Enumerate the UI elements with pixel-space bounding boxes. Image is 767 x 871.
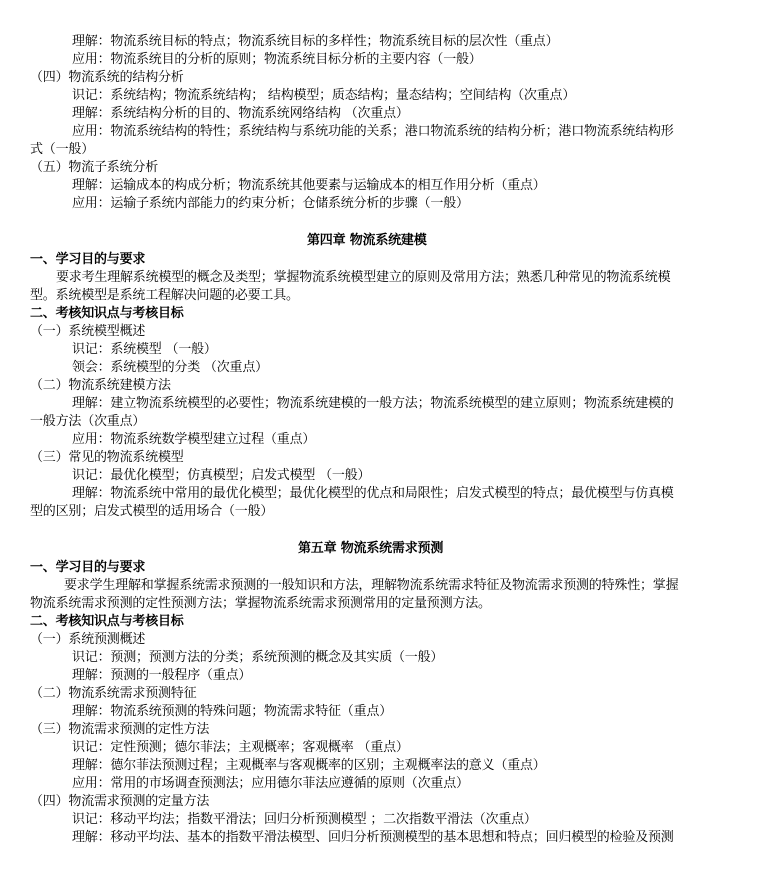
chapter-title: 第四章 物流系统建模 — [307, 233, 427, 248]
text-line: 型的区别；启发式模型的适用场合（一般） — [30, 504, 274, 519]
section-heading: （五）物流子系统分析 — [30, 160, 159, 175]
section-heading: （一）系统预测概述 — [30, 632, 146, 647]
section-heading: （二）物流系统建模方法 — [30, 378, 171, 393]
heading-bold: 二、考核知识点与考核目标 — [30, 306, 184, 321]
paragraph-line: 型。系统模型是系统工程解决问题的必要工具。 — [30, 288, 299, 303]
heading-bold: 二、考核知识点与考核目标 — [30, 614, 184, 629]
section-heading: （三）物流需求预测的定性方法 — [30, 722, 210, 737]
section-heading: （三）常见的物流系统模型 — [30, 450, 184, 465]
text-line: 应用：运输子系统内部能力的约束分析；仓储系统分析的步骤（一般） — [72, 196, 469, 211]
section-heading: （一）系统模型概述 — [30, 324, 146, 339]
text-line: 应用：物流系统结构的特性；系统结构与系统功能的关系；港口物流系统的结构分析；港口物流系统结构形 — [72, 124, 674, 139]
text-line: 理解：系统结构分析的目的、物流系统网络结构 （次重点） — [72, 106, 409, 121]
text-line: 理解：移动平均法、基本的指数平滑法模型、回归分析预测模型的基本思想和特点；回归模型的检验及预测 — [72, 830, 674, 845]
text-line: 识记：预测；预测方法的分类；系统预测的概念及其实质（一般） — [72, 650, 444, 665]
section-heading: （四）物流系统的结构分析 — [30, 70, 184, 85]
paragraph-line: 要求学生理解和掌握系统需求预测的一般知识和方法，理解物流系统需求特征及物流需求预测的特殊性；掌握 — [64, 578, 679, 593]
text-line: 式（一般） — [30, 142, 95, 157]
chapter-title: 第五章 物流系统需求预测 — [298, 541, 444, 556]
text-line: 理解：德尔菲法预测过程；主观概率与客观概率的区别；主观概率法的意义（重点） — [72, 758, 546, 773]
text-line: 一般方法（次重点） — [30, 414, 146, 429]
text-line: 应用：常用的市场调查预测法；应用德尔菲法应遵循的原则（次重点） — [72, 776, 469, 791]
text-line: 识记：系统模型 （一般） — [72, 342, 217, 357]
text-line: 应用：物流系统目的分析的原则；物流系统目标分析的主要内容（一般） — [72, 52, 482, 67]
section-heading: （二）物流系统需求预测特征 — [30, 686, 197, 701]
section-heading: （四）物流需求预测的定量方法 — [30, 794, 210, 809]
text-line: 理解：物流系统预测的特殊问题；物流需求特征（重点） — [72, 704, 393, 719]
paragraph-line: 物流系统需求预测的定性预测方法；掌握物流系统需求预测常用的定量预测方法。 — [30, 596, 491, 611]
text-line: 理解：运输成本的构成分析；物流系统其他要素与运输成本的相互作用分析（重点） — [72, 178, 546, 193]
text-line: 识记：最优化模型；仿真模型；启发式模型 （一般） — [72, 468, 371, 483]
text-line: 理解：预测的一般程序（重点） — [72, 668, 252, 683]
text-line: 理解：建立物流系统模型的必要性；物流系统建模的一般方法；物流系统模型的建立原则；物流系统建模的 — [72, 396, 674, 411]
text-line: 领会：系统模型的分类 （次重点） — [72, 360, 268, 375]
text-line: 理解：物流系统中常用的最优化模型；最优化模型的优点和局限性；启发式模型的特点；最优模型与仿真模 — [72, 486, 674, 501]
text-line: 理解：物流系统目标的特点；物流系统目标的多样性；物流系统目标的层次性（重点） — [72, 34, 559, 49]
paragraph-line: 要求考生理解系统模型的概念及类型；掌握物流系统模型建立的原则及常用方法；熟悉几种常见的物流系统模 — [56, 270, 671, 285]
heading-bold: 一、学习目的与要求 — [30, 560, 146, 575]
text-line: 识记：系统结构；物流系统结构； 结构模型；质态结构；量态结构；空间结构（次重点） — [72, 88, 576, 103]
text-line: 应用：物流系统数学模型建立过程（重点） — [72, 432, 316, 447]
text-line: 识记：移动平均法；指数平滑法；回归分析预测模型 ；二次指数平滑法（次重点） — [72, 812, 537, 827]
text-line: 识记：定性预测；德尔菲法；主观概率；客观概率 （重点） — [72, 740, 409, 755]
heading-bold: 一、学习目的与要求 — [30, 252, 146, 267]
